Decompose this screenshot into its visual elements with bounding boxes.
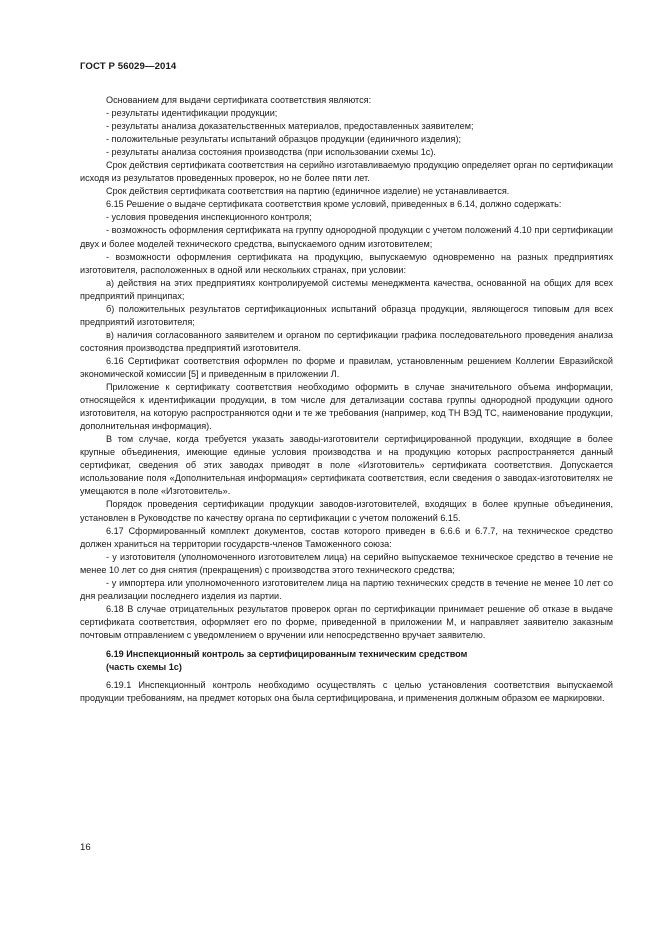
paragraph: Срок действия сертификата соответствия на серийно изготавливаемую продукцию определяет орган по сертификации исходя из результатов проведенных проверок, но не более пяти лет. [80, 160, 613, 184]
list-item: - возможности оформления сертификата на продукцию, выпускаемую одновременно на разных предприятиях изготовителя, расположенных в одной или нескольких странах, при условии: [80, 251, 613, 275]
paragraph-basis: Основанием для выдачи сертификата соответствия являются: [106, 95, 372, 105]
paragraph: В том случае, когда требуется указать заводы-изготовители сертифицированной продукции, входящие в более крупные объединения, имеющие единые условия производства и на продукцию которых распространяется данный сертификат, сведения об этих заводах приводят в поле «Изготовитель» сертификата соответствия. Допускается использование поля «Дополнительная информация» сертификата соответствия, если сведения о заводах-изготовителях не умещаются в поле «Изготовитель». [80, 434, 613, 497]
paragraph: Порядок проведения сертификации продукции заводов-изготовителей, входящих в более крупные объединения, установлен в Руководстве по качеству органа по сертификации с учетом положений 6.15. [80, 499, 613, 523]
document-header: ГОСТ Р 56029—2014 [80, 61, 177, 72]
paragraph: Срок действия сертификата соответствия на партию (единичное изделие) не устанавливается. [106, 186, 510, 197]
list-item: а) действия на этих предприятиях контролируемой системы менеджмента качества, основанной на общих для всех предприятий принципах; [80, 277, 613, 301]
section-heading-6-19 [80, 648, 613, 674]
list-item: - у импортера или уполномоченного изготовителем лица на партию технических средств в течение не менее 10 лет со дня реализации последнего изделия из партии. [80, 577, 613, 601]
clause-6-19-1: 6.19.1 Инспекционный контроль необходимо осуществлять с целью установления соответствия выпускаемой продукции требованиям, на предмет которых она была сертифицирована, и применения должным образом ее маркировки. [80, 680, 613, 704]
document-body [80, 94, 613, 705]
list-item: - возможность оформления сертификата на группу однородной продукции с учетом положений 4.10 при сертификации двух и более моделей технического средства, выпускаемого одним изготовителем; [80, 225, 613, 249]
page-number: 16 [80, 842, 91, 853]
clause-6-18: 6.18 В случае отрицательных результатов проверок орган по сертификации принимает решение об отказе в выдаче сертификата соответствия, оформляет его по форме, приведенной в приложении М, и направляет заявителю заказным почтовым отправлением с уведомлением о вручении или непосредственно вручает заявителю. [80, 603, 613, 640]
list-item: б) положительных результатов сертификационных испытаний образца продукции, являющегося типовым для всех предприятий изготовителя; [80, 303, 613, 327]
list-item: - у изготовителя (уполномоченного изготовителем лица) на серийно выпускаемое техническое средство в течение не менее 10 лет со дня снятия (прекращения) с производства этого технического средства; [80, 551, 613, 575]
paragraph: Приложение к сертификату соответствия необходимо оформить в случае значительного объема информации, относящейся к идентификации продукции, в том числе для детализации состава группы однородной продукции одного изготовителя, на которую распространяются одни и те же требования (например, код ТН ВЭД ТС, наименование продукции, дополнительная информация). [80, 382, 613, 432]
clause-6-15: 6.15 Решение о выдаче сертификата соответствия кроме условий, приведенных в 6.14, должно содержать: [106, 199, 562, 210]
section-heading-line2: (часть схемы 1с) [106, 662, 182, 673]
clause-6-17: 6.17 Сформированный комплект документов, состав которого приведен в 6.6.6 и 6.7.7, на техническое средство должен храниться на территории государств-членов Таможенного союза: [80, 525, 613, 549]
list-item: - результаты идентификации продукции; [106, 108, 278, 119]
list-item: - положительные результаты испытаний образцов продукции (единичного изделия); [106, 134, 461, 145]
list-item: в) наличия согласованного заявителем и органом по сертификации графика последовательного проведения анализа состояния производства предприятий изготовителя. [80, 329, 613, 353]
section-heading-line1: 6.19 Инспекционный контроль за сертифицированным техническим средством [106, 648, 468, 659]
list-item: - условия проведения инспекционного контроля; [106, 212, 312, 223]
clause-6-16: 6.16 Сертификат соответствия оформлен по форме и правилам, установленным решением Коллегии Евразийской экономической комиссии [5] и приведенным в приложении Л. [80, 355, 613, 379]
list-item: - результаты анализа доказательственных материалов, предоставленных заявителем; [106, 121, 474, 132]
list-item: - результаты анализа состояния производства (при использовании схемы 1с). [106, 147, 436, 158]
